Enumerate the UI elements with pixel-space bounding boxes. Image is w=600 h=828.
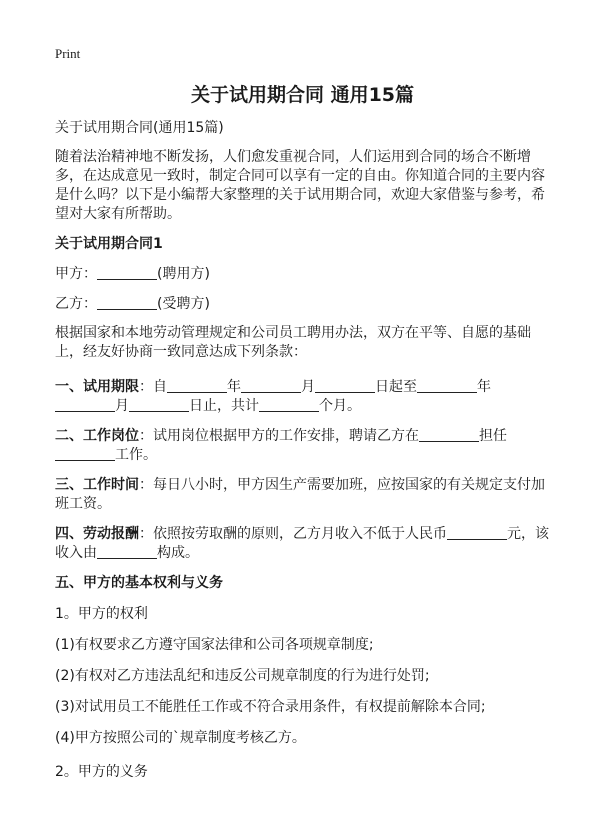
- clause-text: 年: [477, 379, 491, 395]
- blank: [259, 397, 319, 412]
- duties-heading: 2。甲方的义务: [55, 764, 148, 780]
- preamble: 根据国家和本地劳动管理规定和公司员工聘用办法，双方在平等、自愿的基础上，经友好协商一致同意达成下列条款：: [55, 325, 531, 360]
- blank: [241, 378, 301, 393]
- clause-text: ：每日八小时，甲方因生产需要加班，应按国家的有关规定支付加班工资。: [55, 477, 545, 512]
- clause-1: [55, 378, 550, 416]
- party-a-blank: [97, 265, 157, 280]
- blank: [167, 378, 227, 393]
- clause-2: [55, 427, 550, 465]
- blank: [55, 397, 115, 412]
- party-b-role: (受聘方): [157, 296, 210, 312]
- clause-text: 月: [115, 398, 129, 414]
- print-link[interactable]: Print: [55, 46, 81, 61]
- clause-text: 元，该收入由: [55, 526, 549, 561]
- right-item: (3)对试用员工不能胜任工作或不符合录用条件，有权提前解除本合同;: [55, 699, 486, 715]
- clause-text: 年: [227, 379, 241, 395]
- clause-text: 个月。: [319, 398, 361, 414]
- clause-text: 月: [301, 379, 315, 395]
- party-a-line: [55, 265, 550, 284]
- clause-text: ：试用岗位根据甲方的工作安排，聘请乙方在: [139, 428, 419, 444]
- party-b-line: [55, 295, 550, 314]
- blank: [447, 525, 507, 540]
- clause-3-label: 三、工作时间: [55, 477, 139, 493]
- right-item: (4)甲方按照公司的`规章制度考核乙方。: [55, 730, 306, 746]
- subtitle: 关于试用期合同(通用15篇): [55, 120, 224, 136]
- clause-text: 构成。: [157, 545, 199, 561]
- clause-5-heading: 五、甲方的基本权利与义务: [55, 575, 223, 591]
- clause-text: ：自: [139, 379, 167, 395]
- blank: [55, 446, 115, 461]
- clause-text: 担任: [479, 428, 507, 444]
- clause-4-label: 四、劳动报酬: [55, 526, 139, 542]
- clause-text: 日起至: [375, 379, 417, 395]
- blank: [417, 378, 477, 393]
- party-b-blank: [97, 295, 157, 310]
- blank: [419, 427, 479, 442]
- clause-text: 日止，共计: [189, 398, 259, 414]
- intro-paragraph: 随着法治精神地不断发扬，人们愈发重视合同，人们运用到合同的场合不断增多，在达成意见一致时，制定合同可以享有一定的自由。你知道合同的主要内容是什么吗？以下是小编帮大家整理的关于试用期合同，欢迎大家借鉴与参考，希望对大家有所帮助。: [55, 149, 545, 222]
- clause-text: ：依照按劳取酬的原则，乙方月收入不低于人民币: [139, 526, 447, 542]
- page-title: 关于试用期合同 通用15篇: [190, 84, 415, 106]
- right-item: (1)有权要求乙方遵守国家法律和公司各项规章制度;: [55, 637, 374, 653]
- rights-heading: 1。甲方的权利: [55, 606, 148, 622]
- clause-4: [55, 525, 550, 563]
- right-item: (2)有权对乙方违法乱纪和违反公司规章制度的行为进行处罚;: [55, 668, 430, 684]
- blank: [97, 544, 157, 559]
- party-b-label: 乙方：: [55, 296, 97, 312]
- section-heading: 关于试用期合同1: [55, 236, 163, 252]
- blank: [129, 397, 189, 412]
- party-a-label: 甲方：: [55, 266, 97, 282]
- clause-3: [55, 476, 550, 514]
- clause-text: 工作。: [115, 447, 157, 463]
- blank: [315, 378, 375, 393]
- party-a-role: (聘用方): [157, 266, 210, 282]
- clause-1-label: 一、试用期限: [55, 379, 139, 395]
- clause-2-label: 二、工作岗位: [55, 428, 139, 444]
